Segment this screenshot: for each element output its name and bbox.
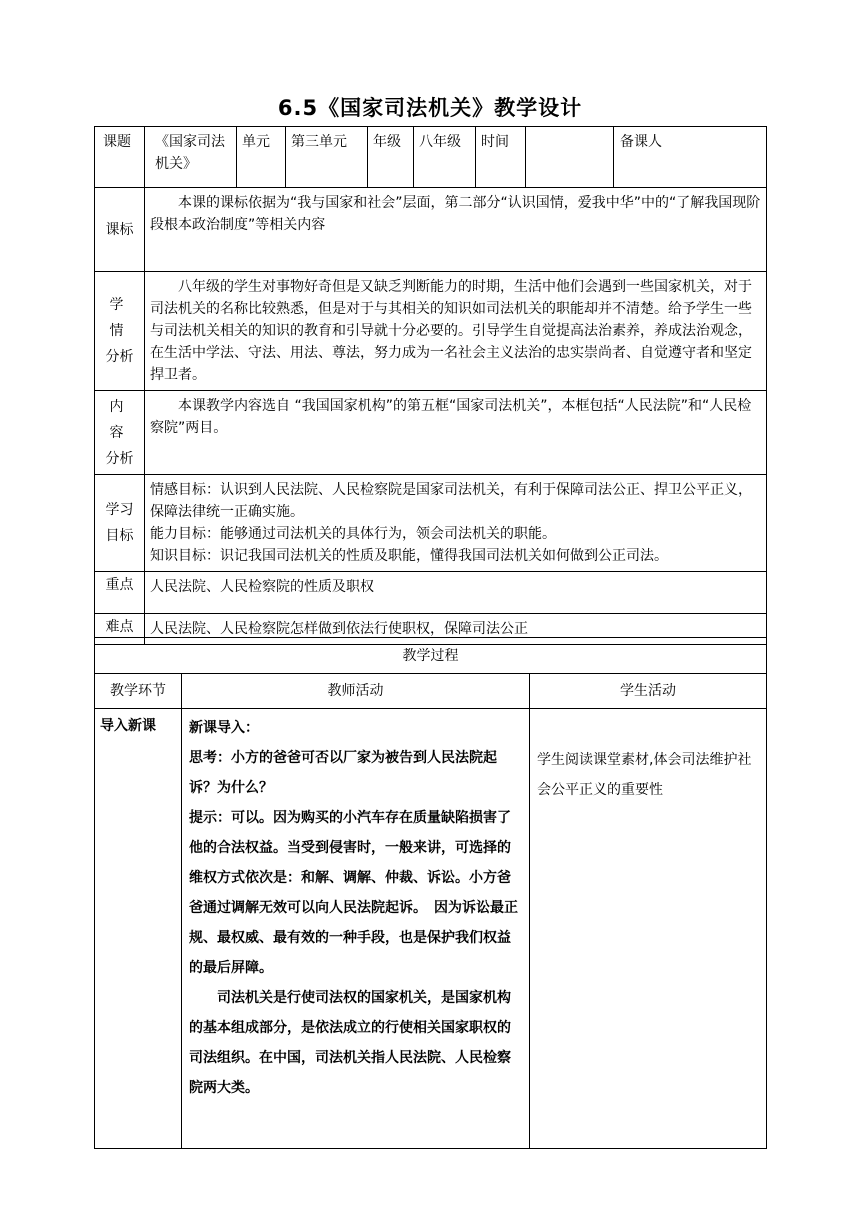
difficult-label: 难点 bbox=[95, 614, 145, 645]
content-text: 本课教学内容选自 “我国国家机构”的第五框“国家司法机关”，本框包括“人民法院”和“人民检察院”两目。 bbox=[150, 398, 752, 436]
teaching-process-table bbox=[94, 637, 767, 1149]
teacher-heading: 新课导入： bbox=[189, 720, 259, 736]
situation-text: 八年级的学生对事物好奇但是又缺乏判断能力的时期，生活中他们会遇到一些国家机关，对于司法机关的名称比较熟悉，但是对于与其相关的知识如司法机关的职能却并不清楚。给予学生一些与司法机关相关的知识的教育和引导就十分必要的。引导学生自觉提高法治素养，养成法治观念，在生活中学法、守法、用法、尊法，努力成为一名社会主义法治的忠实崇尚者、自觉遵守者和坚定捍卫者。 bbox=[150, 279, 752, 383]
unit-label: 单元 bbox=[237, 127, 286, 188]
grade-value: 八年级 bbox=[414, 127, 476, 188]
situation-label-2: 分析 bbox=[105, 349, 134, 365]
lesson-info-table bbox=[94, 126, 767, 645]
topic-value: 《国家司法机关》 bbox=[145, 127, 237, 188]
time-value bbox=[526, 127, 614, 188]
topic-label: 课题 bbox=[95, 127, 145, 188]
standard-label: 课标 bbox=[95, 188, 145, 272]
teacher-question: 思考：小方的爸爸可否以厂家为被告到人民法院起诉？为什么？ bbox=[189, 750, 497, 796]
standard-text: 本课的课标依据为“我与国家和社会”层面，第二部分“认识国情，爱我中华”中的“了解我国现阶段根本政治制度”等相关内容 bbox=[150, 195, 761, 233]
situation-label-1: 学 情 bbox=[109, 297, 130, 339]
teacher-definition: 司法机关是行使司法权的国家机关，是国家机构的基本组成部分，是依法成立的行使相关国家职权的司法组织。在中国，司法机关指人民法院、人民检察院两大类。 bbox=[189, 990, 511, 1096]
key-text: 人民法院、人民检察院的性质及职权 bbox=[145, 572, 767, 614]
time-label: 时间 bbox=[476, 127, 526, 188]
process-header-row bbox=[95, 674, 767, 709]
goal-emotion: 情感目标：认识到人民法院、人民检察院是国家司法机关，有利于保障司法公正、捍卫公平正义，保障法律统一正确实施。 bbox=[150, 482, 752, 520]
goal-knowledge: 知识目标：识记我国司法机关的性质及职能，懂得我国司法机关如何做到公正司法。 bbox=[150, 548, 668, 564]
process-row-intro bbox=[95, 709, 767, 1149]
difficult-text: 人民法院、人民检察院怎样做到依法行使职权，保障司法公正 bbox=[145, 614, 767, 645]
goals-label-1: 学习 bbox=[105, 502, 134, 518]
header-row bbox=[95, 127, 767, 188]
process-section-title: 教学过程 bbox=[95, 638, 767, 674]
key-label: 重点 bbox=[95, 572, 145, 614]
preparer-label: 备课人 bbox=[614, 127, 767, 188]
content-label-1: 内 容 bbox=[109, 398, 130, 441]
grade-label: 年级 bbox=[368, 127, 414, 188]
teacher-answer: 提示：可以。因为购买的小汽车存在质量缺陷损害了他的合法权益。当受到侵害时，一般来讲，可选择的维权方式依次是：和解、调解、仲裁、诉讼。小方爸爸通过调解无效可以向人民法院起诉。 因为诉讼最正规、最权威、最有效的一种手段，也是保护我们权益的最后屏障。 bbox=[189, 810, 518, 976]
content-row bbox=[95, 391, 767, 475]
goals-row bbox=[95, 475, 767, 572]
goal-ability: 能力目标：能够通过司法机关的具体行为，领会司法机关的职能。 bbox=[150, 526, 556, 542]
stage-intro: 导入新课 bbox=[95, 709, 182, 1149]
process-title-row bbox=[95, 638, 767, 674]
col-stage-header: 教学环节 bbox=[95, 674, 182, 709]
content-label-2: 分析 bbox=[105, 450, 134, 467]
student-activity: 学生阅读课堂素材,体会司法维护社会公平正义的重要性 bbox=[530, 709, 767, 1149]
situation-row bbox=[95, 272, 767, 391]
unit-value: 第三单元 bbox=[286, 127, 368, 188]
col-teacher-header: 教师活动 bbox=[182, 674, 530, 709]
goals-label-2: 目标 bbox=[105, 528, 134, 544]
standard-row bbox=[95, 188, 767, 272]
key-row bbox=[95, 572, 767, 614]
col-student-header: 学生活动 bbox=[530, 674, 767, 709]
page-title: 6.5《国家司法机关》教学设计 bbox=[277, 96, 583, 120]
